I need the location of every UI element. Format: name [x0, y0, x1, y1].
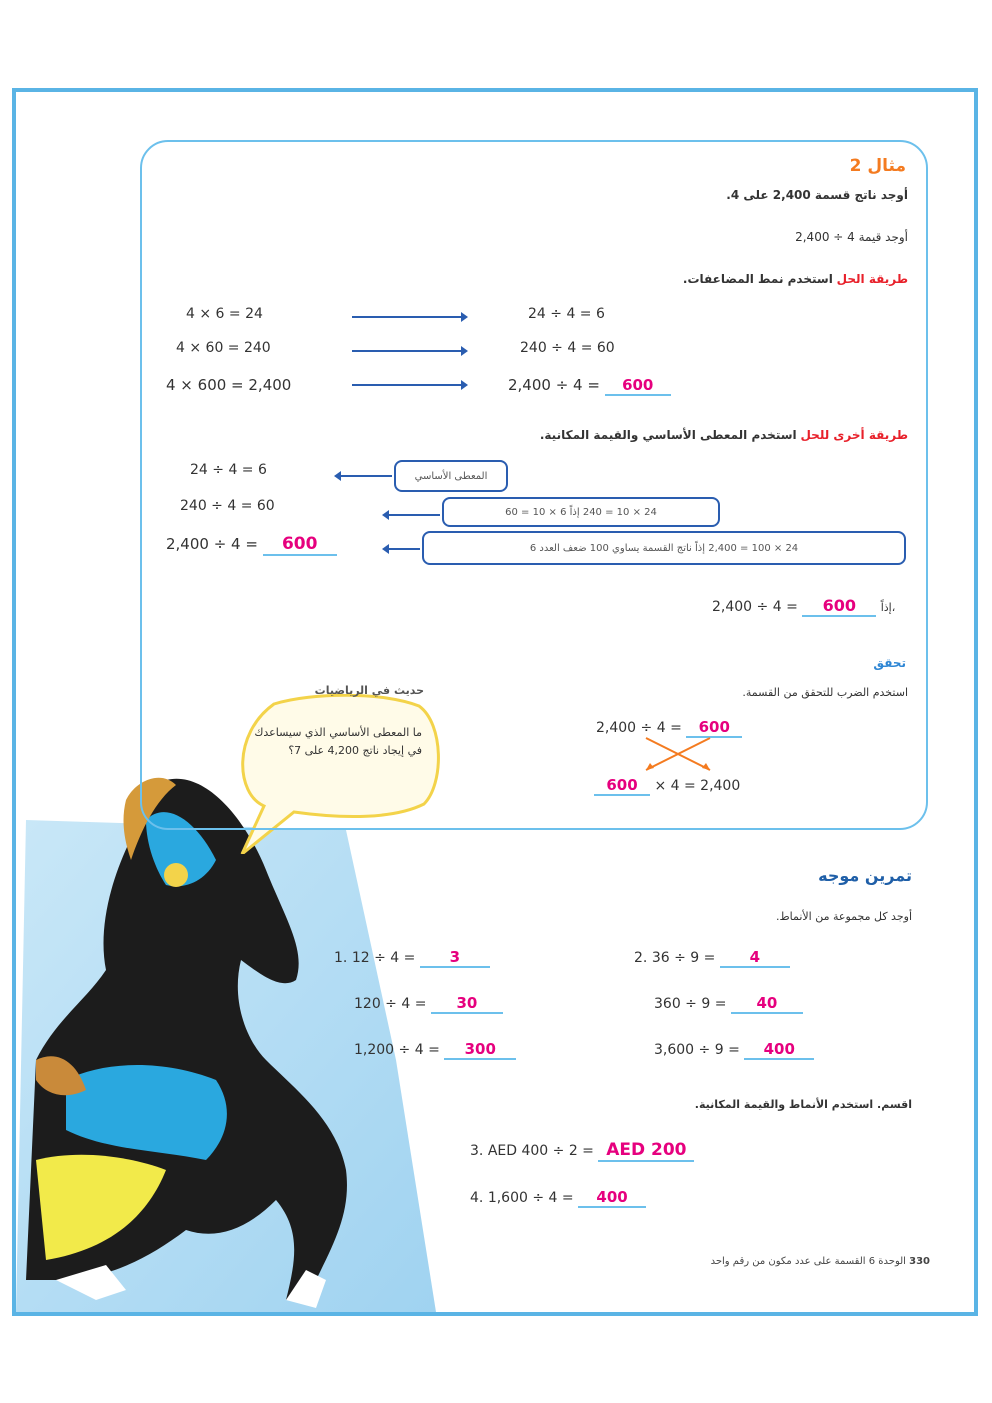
- m1-row3-left: 4 × 600 = 2,400: [166, 376, 292, 394]
- footer-text: الوحدة 6 القسمة على عدد مكون من رقم واحد: [710, 1256, 906, 1267]
- m2-row2-eq: 240 ÷ 4 = 60: [180, 498, 275, 514]
- g2-row3-answer: 400: [744, 1040, 814, 1060]
- m1-row2-left: [176, 340, 271, 356]
- m2-row1-arrow: [340, 475, 392, 477]
- g2-row2-eq: 360 ÷ 9 =: [654, 996, 727, 1012]
- p3-num: 3.: [470, 1143, 484, 1159]
- check-eq2: × 4 = 2,400: [654, 778, 741, 794]
- guided-instruction1: أوجد كل مجموعة من الأنماط.: [775, 910, 912, 923]
- problem-4: [470, 1188, 646, 1208]
- p4-num: 4.: [470, 1190, 484, 1206]
- m2-row3-eq: 2,400 ÷ 4 =: [166, 535, 258, 553]
- m1-row3-answer: 600: [605, 376, 671, 396]
- check-cross-arrows: [640, 734, 716, 774]
- check-ans1: 600: [686, 718, 742, 738]
- m2-row3: [166, 534, 337, 556]
- g2-row1-eq: 36 ÷ 9 =: [651, 950, 716, 966]
- method1-heading: [683, 272, 908, 286]
- page-number: 330: [909, 1256, 930, 1267]
- g2-row2-answer: 40: [731, 994, 803, 1014]
- problem-3: [470, 1140, 694, 1162]
- bubble-text: ما المعطى الأساسي الذي سيساعدك في إيجاد ناتج 4,200 على 7؟: [254, 726, 422, 757]
- check-text: استخدم الضرب للتحقق من القسمة.: [742, 686, 908, 699]
- method2-heading: [540, 428, 908, 442]
- example-find: أوجد قيمة 4 ÷ 2,400: [795, 230, 908, 244]
- g2-num: 2.: [634, 950, 648, 966]
- g2-row1: [634, 948, 790, 968]
- g1-row3: [354, 1040, 516, 1060]
- g2-row2: [654, 994, 803, 1014]
- g1-row1-answer: 3: [420, 948, 490, 968]
- g1-row3-eq: 1,200 ÷ 4 =: [354, 1042, 440, 1058]
- m2-row1-note: المعطى الأساسي: [394, 460, 508, 492]
- example-title: مثال 2: [849, 156, 906, 176]
- m1-row1-left: 4 × 6 = 24: [186, 306, 263, 322]
- m1-row3-eq: 2,400 ÷ 4 =: [508, 376, 600, 394]
- m1-row3-arrow: [352, 384, 462, 386]
- page-footer: [711, 1256, 930, 1267]
- m1-row2-text: 4 × 60 = 240: [176, 340, 271, 356]
- method1-label: طريقة الحل: [836, 272, 908, 286]
- g2-row1-answer: 4: [720, 948, 790, 968]
- m1-row2-arrow: [352, 350, 462, 352]
- m2-row1-eq: 24 ÷ 4 = 6: [190, 462, 267, 478]
- method2-label: طريقة أخرى للحل: [800, 428, 908, 442]
- g1-row3-answer: 300: [444, 1040, 516, 1060]
- so-eq: 2,400 ÷ 4 =: [712, 599, 798, 615]
- m2-row3-note: 24 × 100 = 2,400 إذاً ناتج القسمة يساوي 100 ضعف العدد 6: [422, 531, 906, 565]
- check-title: تحقق: [873, 656, 906, 670]
- m1-row1-right: 24 ÷ 4 = 6: [528, 306, 605, 322]
- p4-eq: 1,600 ÷ 4 =: [487, 1190, 574, 1206]
- g1-row2-eq: 120 ÷ 4 =: [354, 996, 427, 1012]
- check-eq1: 2,400 ÷ 4 =: [596, 720, 682, 736]
- m1-row3-right: [508, 376, 671, 396]
- g1-row2: [354, 994, 503, 1014]
- p3-answer: AED 200: [598, 1140, 694, 1162]
- m2-row3-arrow: [388, 548, 420, 550]
- p3-eq: AED 400 ÷ 2 =: [487, 1143, 594, 1159]
- m2-row2-arrow: [388, 514, 440, 516]
- copyright-sidebar: [90, 440, 102, 800]
- example-prompt: أوجد ناتج قسمة 2,400 على 4.: [726, 188, 908, 202]
- g2-row3: [654, 1040, 814, 1060]
- m2-row3-answer: 600: [263, 534, 337, 556]
- guided-title: تمرين موجه: [818, 866, 912, 885]
- bubble-title: حديث في الرياضيات: [314, 684, 424, 697]
- so-answer: 600: [802, 596, 876, 617]
- method2-text: استخدم المعطى الأساسي والقيمة المكانية.: [539, 428, 797, 442]
- check-ans2: 600: [594, 776, 650, 796]
- g2-row3-eq: 3,600 ÷ 9 =: [654, 1042, 740, 1058]
- g1-row2-answer: 30: [431, 994, 503, 1014]
- so-label: إذاً،: [880, 601, 896, 614]
- p4-answer: 400: [578, 1188, 646, 1208]
- check-row2: [594, 776, 740, 796]
- g1-num: 1.: [334, 950, 348, 966]
- so-line: [712, 596, 895, 617]
- m2-row2-note: 24 × 10 = 240 إذاً 6 × 10 = 60: [442, 497, 720, 527]
- guided-instruction2: اقسم. استخدم الأنماط والقيمة المكانية.: [694, 1098, 912, 1111]
- m1-row2-right: 240 ÷ 4 = 60: [520, 340, 615, 356]
- g1-row1: [334, 948, 490, 968]
- method1-text: استخدم نمط المضاعفات.: [682, 272, 833, 286]
- m1-row1-arrow: [352, 316, 462, 318]
- g1-row1-eq: 12 ÷ 4 =: [351, 950, 416, 966]
